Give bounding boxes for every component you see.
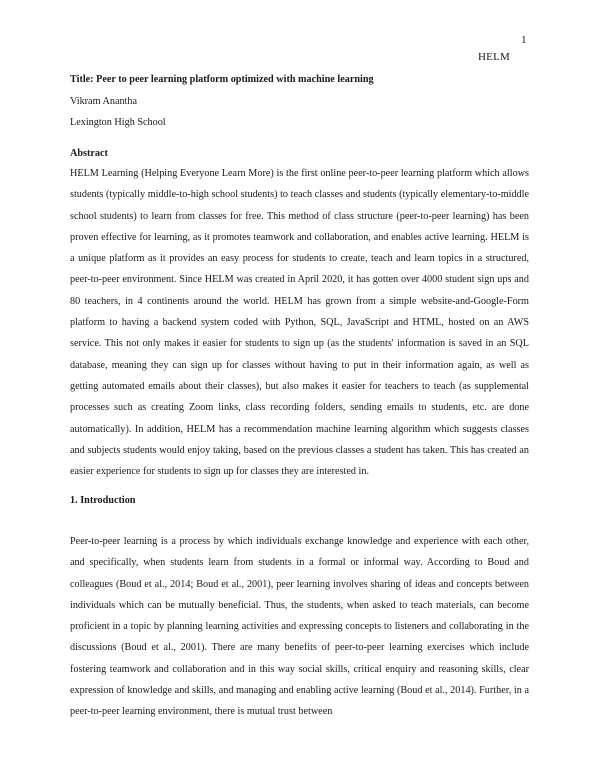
- abstract-body: HELM Learning (Helping Everyone Learn More) is the first online peer-to-peer learning platform which allows students (typically middle-to-high school students) to teach classes and students (typically elementary-to-middle school students) to learn from classes for free. This method of class structure (peer-to-peer learning) has been proven effective for learning, as it promotes teamwork and collaboration, and enables active learning. HELM is a unique platform as it provides an easy process for students to create, teach and learn topics in a structured, peer-to-peer environment. Since HELM was created in April 2020, it has gotten over 4000 student sign ups and 80 teachers, in 4 continents around the world. HELM has grown from a simple website-and-Google-Form platform to having a backend system coded with Python, SQL, JavaScript and HTML, hosted on an AWS service. This not only makes it easier for students to sign up (as the students' information is saved in an SQL database, meaning they can sign up for classes without having to put in their information again, as well as getting automated emails about their classes), but also makes it easier for teachers to teach (as supplemental processes such as creating Zoom links, class recording folders, sending emails to students, etc. are done automatically). In addition, HELM has a recommendation machine learning algorithm which suggests classes and subjects students would enjoy taking, based on the previous classes a student has taken. This has created an easier experience for students to sign up for classes they are interested in.: [70, 168, 529, 478]
- author-affiliation: Lexington High School: [70, 117, 166, 128]
- running-head: HELM: [478, 51, 510, 63]
- front-matter: [70, 69, 530, 134]
- paper-title: Title: Peer to peer learning platform optimized with machine learning: [70, 74, 374, 85]
- page-number: 1: [521, 34, 527, 46]
- author-name: Vikram Anantha: [70, 95, 138, 107]
- introduction-body: Peer-to-peer learning is a process by which individuals exchange knowledge and experience with each other, and specifically, when students learn from students in a formal or informal way. According to Boud and colleagues (Boud et al., 2014; Boud et al., 2001), peer learning involves sharing of ideas and concepts between individuals which can be mutually beneficial. Thus, the students, when asked to teach materials, can become proficient in a topic by planning learning activities and expressing concepts to listeners and collaborating in the discussions (Boud et al., 2001). There are many benefits of peer-to-peer learning exercises which include fostering teamwork and collaboration and in this way social skills, critical enquiry and reasoning skills, clear expression of knowledge and skills, and managing and enabling active learning (Boud et al., 2014). Further, in a peer-to-peer learning environment, there is mutual trust between: [70, 536, 529, 718]
- introduction-heading: 1. Introduction: [70, 495, 136, 506]
- abstract-heading: Abstract: [70, 148, 108, 159]
